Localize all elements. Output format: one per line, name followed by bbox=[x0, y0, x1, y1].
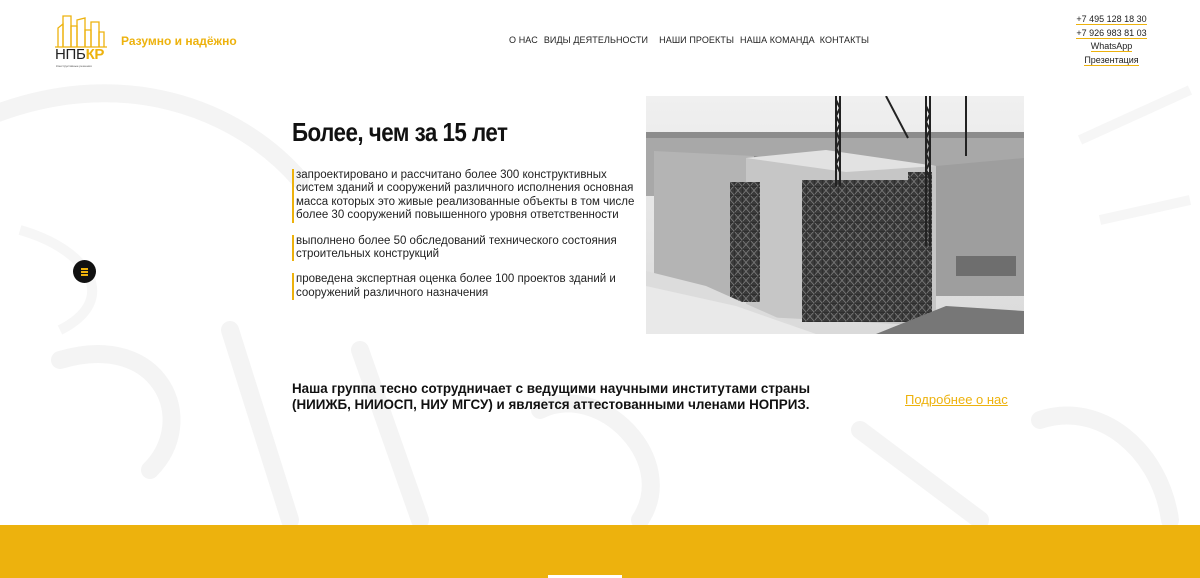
nav-item-projects[interactable]: НАШИ ПРОЕКТЫ bbox=[659, 35, 735, 45]
building-skyline-icon bbox=[55, 14, 107, 48]
tagline: Разумно и надёжно bbox=[121, 34, 237, 48]
presentation-link[interactable]: Презентация bbox=[1084, 54, 1139, 65]
phone-link-2[interactable]: +7 926 983 81 03 bbox=[1076, 27, 1147, 38]
main-nav bbox=[509, 35, 869, 45]
nav-item-services[interactable]: ВИДЫ ДЕЯТЕЛЬНОСТИ bbox=[543, 35, 649, 45]
section-title: Более, чем за 15 лет bbox=[292, 117, 508, 147]
phone-link-1[interactable]: +7 495 128 18 30 bbox=[1076, 14, 1147, 24]
bullet-item-projects: запроектировано и рассчитано более 300 конструктивных систем зданий и сооружений различного исполнения основная масса которых это живые реализованные объекты в том числе более 30 сооружений повышенного уровня ответственности bbox=[292, 169, 642, 223]
footer-band bbox=[0, 525, 1200, 578]
nav-item-about[interactable]: О НАС bbox=[509, 35, 538, 45]
site-header bbox=[0, 0, 1200, 80]
hamburger-menu-icon[interactable] bbox=[73, 260, 96, 283]
whatsapp-link[interactable]: WhatsApp bbox=[1090, 41, 1133, 51]
more-about-link[interactable]: Подробнее о нас bbox=[905, 392, 1008, 407]
about-section bbox=[292, 96, 642, 312]
bullet-list bbox=[292, 169, 642, 300]
bullet-item-inspections: выполнено более 50 обследований технического состояния строительных конструкций bbox=[292, 235, 642, 262]
group-description: Наша группа тесно сотрудничает с ведущими научными институтами страны (НИИЖБ, НИИОСП, НИУ МГСУ) и является аттестованными членами НОПРИЗ. bbox=[292, 381, 811, 412]
nav-item-team[interactable]: НАША КОМАНДА bbox=[740, 35, 815, 45]
contacts-block bbox=[1074, 13, 1149, 67]
nav-item-contacts[interactable]: КОНТАКТЫ bbox=[819, 35, 870, 45]
construction-site-image bbox=[646, 96, 1024, 334]
construction-photo bbox=[646, 96, 1024, 334]
logo-subtext: Конструктивные решения bbox=[56, 64, 92, 68]
logo-wordmark: НПБКР bbox=[55, 46, 105, 63]
bullet-item-expertise: проведена экспертная оценка более 100 проектов зданий и сооружений различного назначения bbox=[292, 273, 642, 300]
logo[interactable] bbox=[55, 14, 107, 70]
